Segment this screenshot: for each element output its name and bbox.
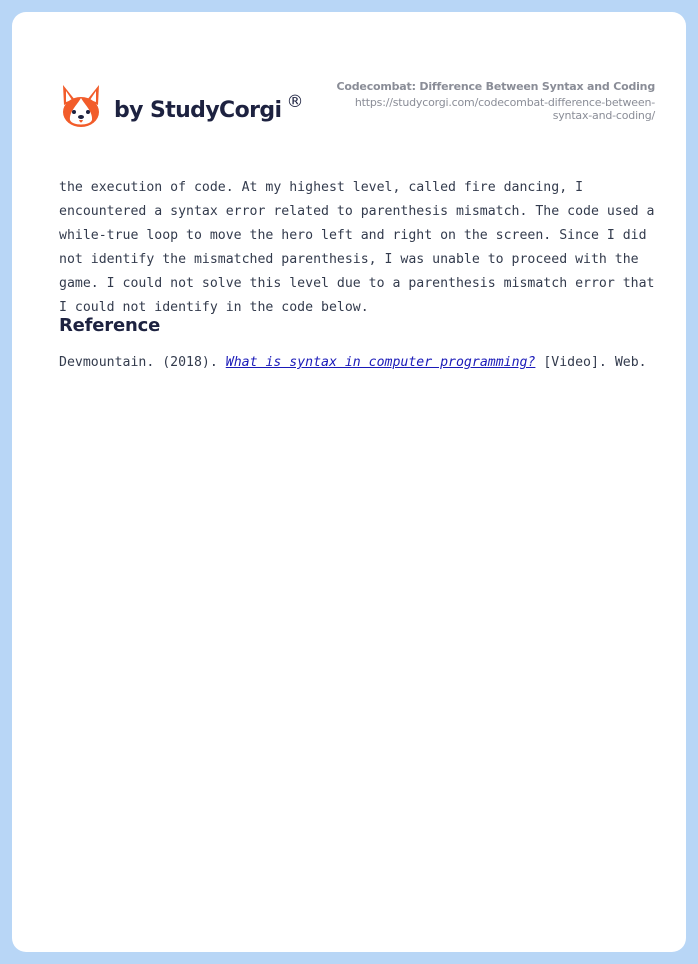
brand-name: by StudyCorgi ® [114, 91, 303, 123]
reference-author-year: Devmountain. (2018). [59, 355, 218, 370]
document-page [12, 12, 686, 952]
document-meta [325, 80, 655, 122]
reference-link[interactable]: What is syntax in computer programming? [225, 355, 536, 370]
body-paragraph: the execution of code. At my highest level, called fire dancing, I encountered a syntax error related to parenthesis mismatch. The code used a while-true loop to move the hero left and right on the screen. Since I did not identify the mismatched parenthesis, I was unable to proceed with the game. I could not solve this level due to a parenthesis mismatch error that I could not identify in the code below. [59, 180, 655, 315]
reference-suffix: [Video]. Web. [543, 355, 647, 370]
reference-heading: Reference [59, 315, 161, 336]
registered-mark: ® [286, 91, 303, 112]
document-url[interactable]: https://studycorgi.com/codecombat-difference-between- syntax-and-coding/ [354, 96, 655, 122]
corgi-head-icon [60, 83, 102, 129]
reference-entry [59, 351, 659, 375]
brand-logo[interactable] [60, 76, 303, 136]
document-title: Codecombat: Difference Between Syntax and Coding [336, 80, 655, 93]
